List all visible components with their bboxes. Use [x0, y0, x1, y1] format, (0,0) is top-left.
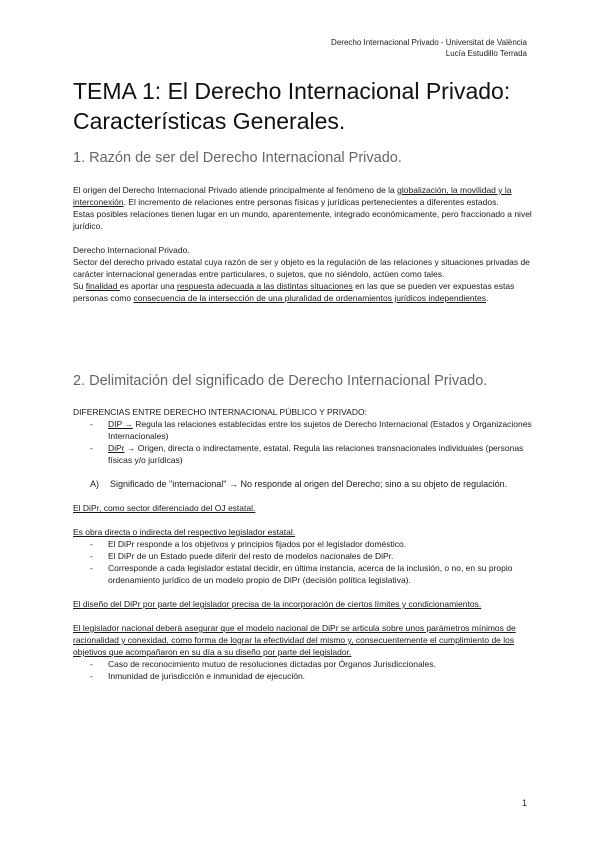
subsection-a: A) Significado de "internacional" → No responde al origen del Derecho; sino a su objeto de regulación.: [90, 479, 508, 489]
section-2-heading: 2. Delimitación del significado de Derecho Internacional Privado.: [73, 373, 488, 389]
list-item: - Caso de reconocimiento mutuo de resoluciones dictadas por Órganos Jurisdiccionales.: [90, 659, 436, 669]
paragraph-relations: Estas posibles relaciones tienen lugar en un mundo, aparentemente, integrado económicamente, pero fraccionado a nivel jurídico.: [73, 209, 532, 231]
section-2-body: [73, 406, 533, 682]
section-1-heading: 1. Razón de ser del Derecho Internacional Privado.: [73, 150, 402, 166]
list-item-dipr: - DiPr → Origen, directa o indirectamente, estatal. Regula las relaciones transnacionales individuales (personas físicas y/o jurídicas): [90, 443, 524, 465]
paragraph-definition: Sector del derecho privado estatal cuya razón de ser y objeto es la regulación de las relaciones y situaciones privadas de carácter internacional generadas entre particulares, o sujetos, que no siéndolo, actúen como tales.: [73, 257, 530, 279]
list-item: - Inmunidad de jurisdicción e inmunidad de ejecución.: [90, 671, 306, 681]
heading-diseno: El diseño del DiPr por parte del legislador precisa de la incorporación de ciertos límites y condicionamientos.: [73, 599, 482, 609]
paragraph-origin: El origen del Derecho Internacional Privado atiende principalmente al fenómeno de la globalización, la movilidad y la interconexión. El incremento de relaciones entre personas físicas y jurídicas pertenecientes a diferentes estados.: [73, 185, 512, 207]
running-header: [331, 37, 527, 59]
list-item: - El DiPr de un Estado puede diferir del resto de modelos nacionales de DiPr.: [90, 551, 394, 561]
list-item: - Corresponde a cada legislador estatal decidir, en última instancia, acerca de la inclusión, o no, en su propio ordenamiento jurídico de un modelo propio de DiPr (decisión política legislativa).: [90, 563, 513, 585]
header-author: Lucía Estudillo Terrada: [445, 49, 527, 58]
heading-sector: El DiPr, como sector diferenciado del OJ estatal.: [73, 503, 256, 513]
underlined-globalization: globalización, la movilidad y la interconexión: [73, 185, 512, 207]
list-item-dip: - DIP → Regula las relaciones establecidas entre los sujetos de Derecho Internacional (Estados y Organizaciones Internacionales): [90, 419, 532, 441]
page-number: 1: [521, 798, 527, 808]
document-title: TEMA 1: El Derecho Internacional Privado: Características Generales.: [73, 78, 511, 134]
section-1-body: [73, 184, 533, 304]
heading-legislador: El legislador nacional deberá asegurar que el modelo nacional de DiPr se articula sobre unos parámetros mínimos de racionalidad y conexidad, como forma de lograr la efectividad del mismo y, consecuentemente el cumplimiento de los objetivos que acompañaron en su día a su diseño por parte del legislador.: [73, 623, 516, 657]
list-item: - El DiPr responde a los objetivos y principios fijados por el legislador doméstico.: [90, 539, 407, 549]
differences-title: DIFERENCIAS ENTRE DERECHO INTERNACIONAL PÚBLICO Y PRIVADO:: [73, 407, 367, 417]
paragraph-purpose: Su finalidad es aportar una respuesta adecuada a las distintas situaciones en las que se pueden ver expuestas estas personas como consecuencia de la intersección de una pluralidad de ordenamientos jurídicos independientes.: [73, 281, 515, 303]
header-course: Derecho Internacional Privado - Universitat de València: [331, 38, 527, 47]
heading-obra: Es obra directa o indirecta del respectivo legislador estatal.: [73, 527, 296, 537]
paragraph-dipr-label: Derecho Internacional Privado.: [73, 245, 190, 255]
